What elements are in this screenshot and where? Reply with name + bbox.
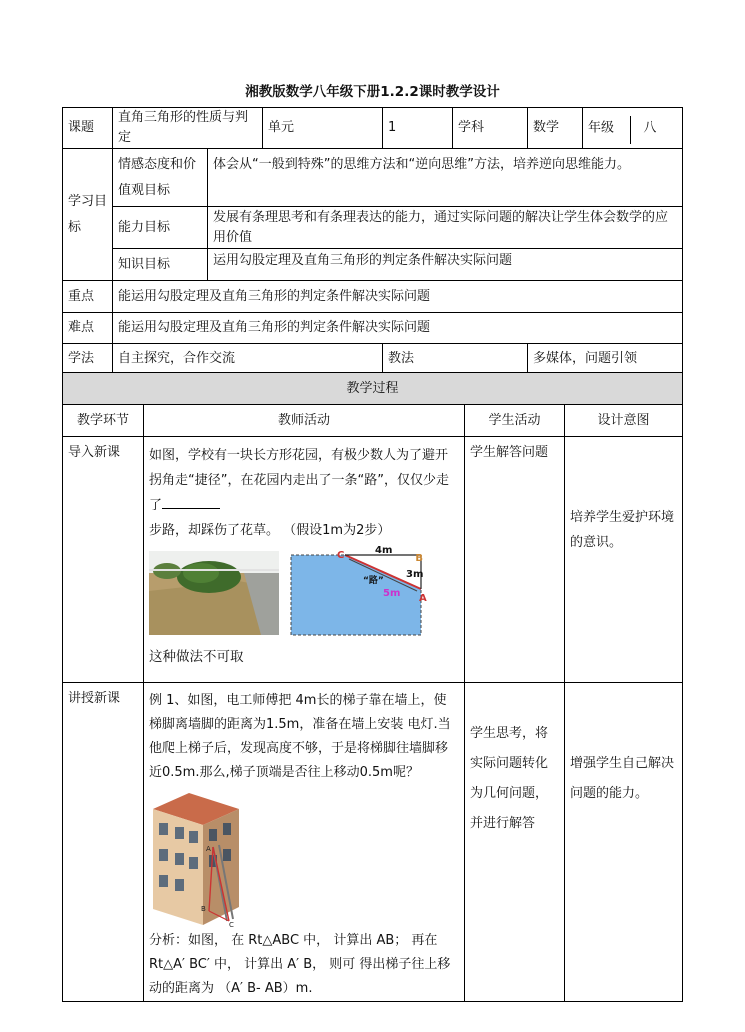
goal-emotion-row — [63, 149, 683, 207]
teaching-process-table — [62, 372, 683, 1002]
teach-method-label: 教法 — [383, 344, 528, 374]
process-header-row — [63, 373, 683, 405]
subject-value: 数学 — [528, 108, 583, 149]
intro-figures — [149, 545, 459, 643]
process-header: 教学过程 — [63, 373, 683, 405]
student-activity-intro: 学生解答问题 — [465, 437, 565, 683]
ability-goal-label: 能力目标 — [113, 207, 208, 249]
header-row — [63, 108, 683, 149]
side-length-label: 3m — [406, 569, 424, 580]
difficult-point-row — [63, 313, 683, 344]
ladder-label-b: B — [201, 905, 206, 913]
document-title: 湘教版数学八年级下册1.2.2课时教学设计 — [245, 84, 500, 100]
stage-intro: 导入新课 — [63, 437, 144, 683]
hyp-length-label: 5m — [383, 588, 401, 599]
grade-label: 年级 — [588, 120, 615, 136]
key-point-text: 能运用勾股定理及直角三角形的判定条件解决实际问题 — [113, 281, 683, 313]
process-row-lecture — [63, 683, 683, 1002]
grade-cell — [583, 108, 683, 149]
goal-knowledge-row — [63, 249, 683, 281]
student-activity-lecture: 学生思考，将实际问题转化为几何问题，并进行解答 — [465, 683, 565, 1002]
example-text: 例 1、如图，电工师傅把 4m长的梯子靠在墙上，使梯脚离墙脚的距离为1.5m，准备在墙上安装 电灯.当他爬上梯子后，发现高度不够，于是将梯脚往墙脚移近0.5m.那么,梯子顶端是否往上移动0.5m呢？ — [149, 693, 451, 780]
unit-value: 1 — [383, 108, 453, 149]
col-stage: 教学环节 — [63, 405, 144, 437]
difficult-point-label: 难点 — [63, 313, 113, 344]
methods-row — [63, 344, 683, 374]
knowledge-goal-text: 运用勾股定理及直角三角形的判定条件解决实际问题 — [208, 249, 683, 281]
col-intent: 设计意图 — [565, 405, 683, 437]
point-a-label: A — [419, 593, 427, 604]
ladder-label-c: C — [229, 921, 234, 929]
stage-lecture: 讲授新课 — [63, 683, 144, 1002]
lesson-info-table — [62, 107, 683, 374]
analysis-text: 分析：如图， 在 Rt△ABC 中， 计算出 AB； 再在Rt△A′ BC′ 中， 计算出 A′ B， 则可 得出梯子往上移动的距离为 （A′ B- AB）m. — [149, 933, 451, 996]
point-b-label: B — [415, 553, 423, 564]
ladder-building-image — [149, 789, 245, 929]
top-length-label: 4m — [375, 545, 393, 556]
key-point-row — [63, 281, 683, 313]
ability-goal-text: 发展有条理思考和有条理表达的能力，通过实际问题的解决让学生体会数学的应用价值 — [208, 207, 683, 249]
col-teacher: 教师活动 — [144, 405, 465, 437]
col-student: 学生活动 — [465, 405, 565, 437]
intent-lecture: 增强学生自己解决问题的能力。 — [565, 683, 683, 1002]
garden-diagram — [289, 545, 427, 639]
garden-photo — [149, 551, 279, 635]
grade-value: 八 — [643, 120, 657, 136]
teacher-activity-intro — [144, 437, 465, 683]
study-method-label: 学法 — [63, 344, 113, 374]
intro-question-text: 如图，学校有一块长方形花园，有极少数人为了避开拐角走“捷径”，在花园内走出了一条“路”，仅仅少走了步路，却踩伤了花草。 （假设1m为2步） — [149, 448, 449, 538]
ladder-label-a: A — [206, 845, 211, 853]
intro-conclusion: 这种做法不可取 — [149, 649, 244, 665]
goal-ability-row — [63, 207, 683, 249]
difficult-point-text: 能运用勾股定理及直角三角形的判定条件解决实际问题 — [113, 313, 683, 344]
topic-value: 直角三角形的性质与判定 — [113, 108, 263, 149]
unit-label: 单元 — [263, 108, 383, 149]
topic-label: 课题 — [63, 108, 113, 149]
emotion-goal-label: 情感态度和价值观目标 — [113, 149, 208, 207]
goals-label: 学习目标 — [63, 149, 113, 281]
intent-intro: 培养学生爱护环境的意识。 — [565, 437, 683, 683]
subject-label: 学科 — [453, 108, 528, 149]
emotion-goal-text: 体会从“一般到特殊”的思维方法和“逆向思维”方法，培养逆向思维能力。 — [208, 149, 683, 207]
knowledge-goal-label: 知识目标 — [113, 249, 208, 281]
road-label: “路” — [363, 576, 384, 586]
process-columns-row — [63, 405, 683, 437]
process-row-intro — [63, 437, 683, 683]
answer-blank — [162, 494, 220, 509]
key-point-label: 重点 — [63, 281, 113, 313]
study-method-value: 自主探究，合作交流 — [113, 344, 383, 374]
point-c-label: C — [337, 550, 345, 561]
teacher-activity-lecture — [144, 683, 465, 1002]
teach-method-value: 多媒体，问题引领 — [528, 344, 683, 374]
